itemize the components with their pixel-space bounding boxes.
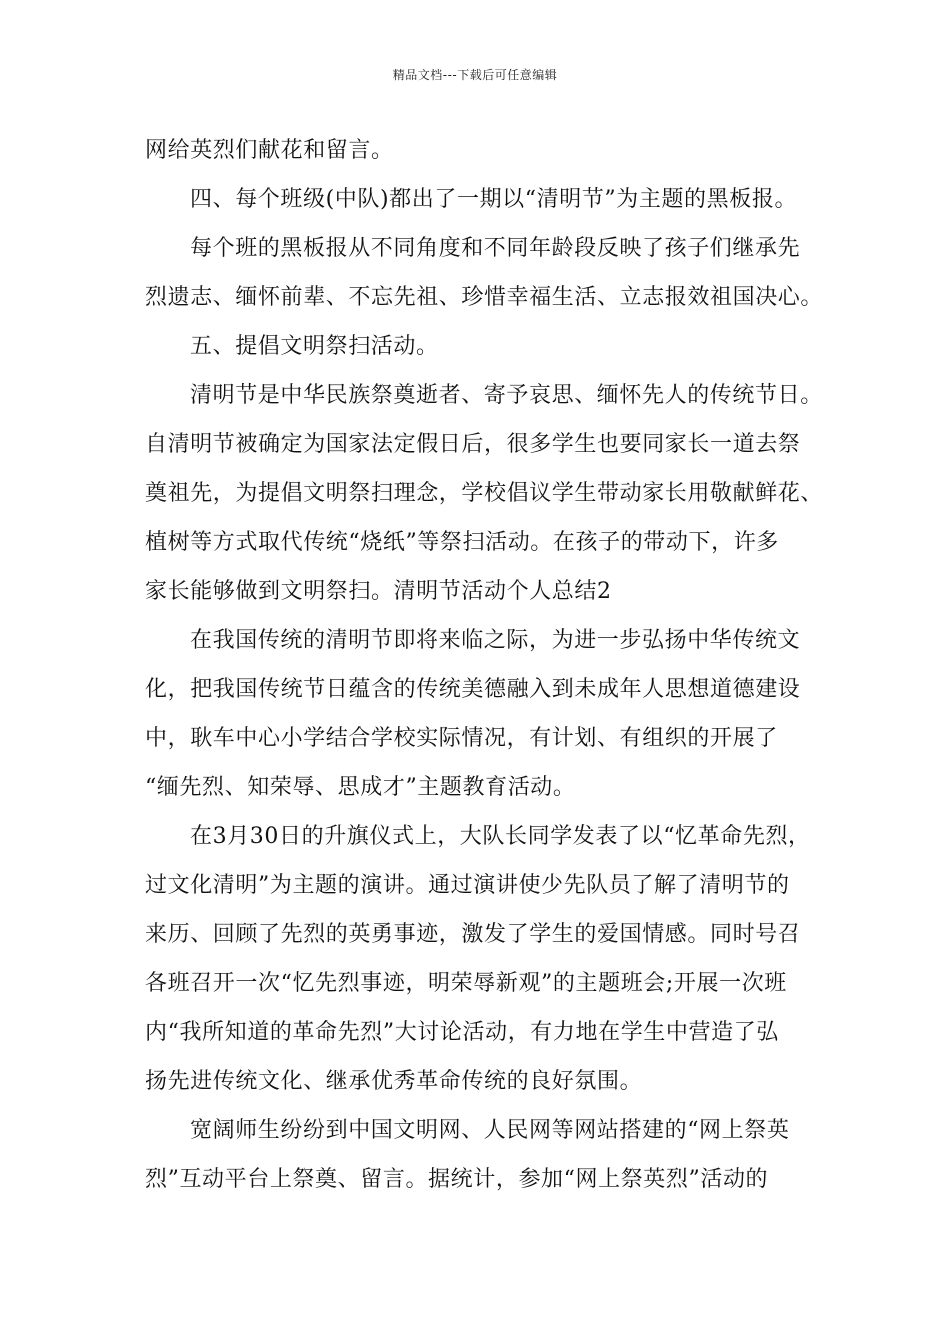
document-body xyxy=(145,126,824,1204)
text-line: 中，耿车中心小学结合学校实际情况，有计划、有组织的开展了 xyxy=(145,726,778,751)
text-line: 植树等方式取代传统“烧纸”等祭扫活动。在孩子的带动下，许多 xyxy=(145,530,779,555)
text-line: 内“我所知道的革命先烈”大讨论活动，有力地在学生中营造了弘 xyxy=(145,1020,779,1045)
text-line: 奠祖先，为提倡文明祭扫理念，学校倡议学生带动家长用敬献鲜花、 xyxy=(145,481,824,506)
text-line: 来历、回顾了先烈的英勇事迹，激发了学生的爱国情感。同时号召 xyxy=(145,922,801,947)
text-line: 在3月30日的升旗仪式上，大队长同学发表了以“忆革命先烈， xyxy=(190,824,811,849)
text-line: 烈遗志、缅怀前辈、不忘先祖、珍惜幸福生活、立志报效祖国决心。 xyxy=(145,285,824,310)
text-line: 家长能够做到文明祭扫。清明节活动个人总结2 xyxy=(145,579,612,604)
text-line: 自清明节被确定为国家法定假日后，很多学生也要同家长一道去祭 xyxy=(145,432,801,457)
text-line: “缅先烈、知荣辱、思成才”主题教育活动。 xyxy=(145,775,576,800)
page-header: 精品文档---下载后可任意编辑 xyxy=(392,68,558,82)
text-line: 四、每个班级(中队)都出了一期以“清明节”为主题的黑板报。 xyxy=(190,187,798,212)
text-line: 网给英烈们献花和留言。 xyxy=(145,138,394,163)
text-line: 烈”互动平台上祭奠、留言。据统计，参加“网上祭英烈”活动的 xyxy=(145,1167,769,1192)
text-line: 过文化清明”为主题的演讲。通过演讲使少先队员了解了清明节的 xyxy=(145,873,790,898)
text-line: 五、提倡文明祭扫活动。 xyxy=(190,334,439,359)
text-line: 在我国传统的清明节即将来临之际，为进一步弘扬中华传统文 xyxy=(190,628,801,653)
text-line: 宽阔师生纷纷到中国文明网、人民网等网站搭建的“网上祭英 xyxy=(190,1118,790,1143)
text-line: 各班召开一次“忆先烈事迹，明荣辱新观”的主题班会;开展一次班 xyxy=(145,971,787,996)
text-line: 化，把我国传统节日蕴含的传统美德融入到未成年人思想道德建设 xyxy=(145,677,801,702)
text-line: 每个班的黑板报从不同角度和不同年龄段反映了孩子们继承先 xyxy=(190,236,801,261)
text-line: 清明节是中华民族祭奠逝者、寄予哀思、缅怀先人的传统节日。 xyxy=(190,383,823,408)
text-line: 扬先进传统文化、继承优秀革命传统的良好氛围。 xyxy=(145,1069,643,1094)
